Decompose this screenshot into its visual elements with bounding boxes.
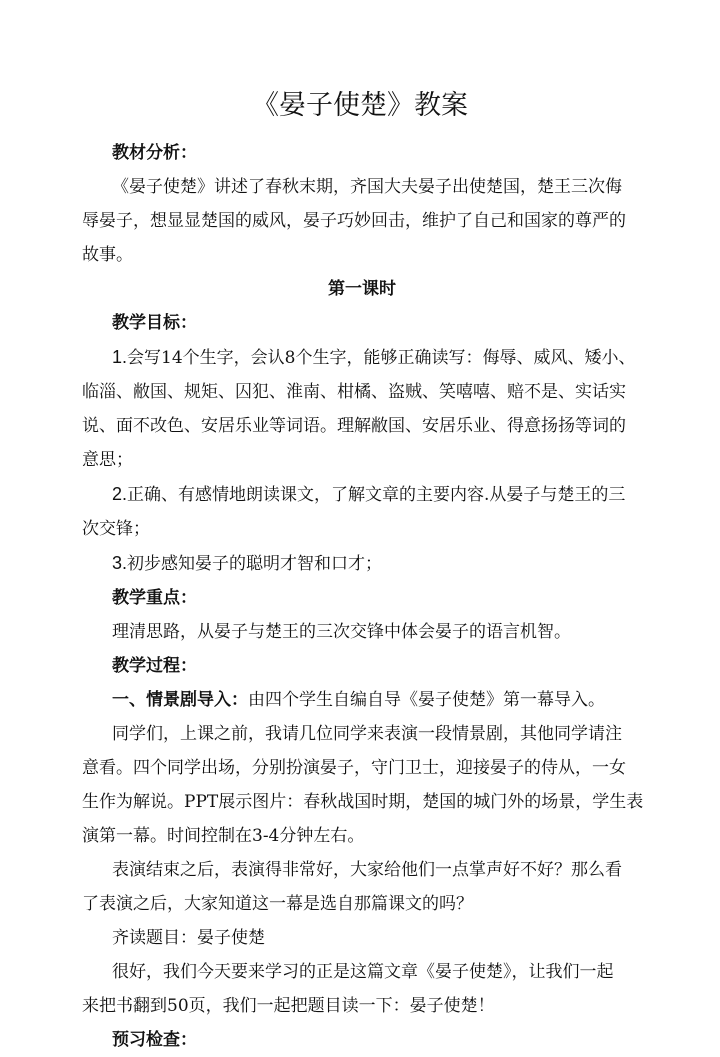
goal-3-text: 初步感知晏子的聪明才智和口才； bbox=[127, 554, 383, 574]
goal-1-text: 会写14个生字，会认8个生字，能够正确读写：侮辱、威风、矮小、 bbox=[127, 348, 636, 368]
para-1-line-2: 意看。四个同学出场，分别扮演晏子，守门卫士，迎接晏子的侍从，一女 bbox=[82, 758, 626, 778]
para-1-line-3: 生作为解说。PPT展示图片：春秋战国时期，楚国的城门外的场景，学生表 bbox=[82, 792, 644, 812]
intro-text: 由四个学生自编自导《晏子使楚》第一幕导入。 bbox=[248, 690, 605, 710]
analysis-line-3: 故事。 bbox=[82, 245, 133, 265]
goal-1-line-3: 说、面不改色、安居乐业等词语。理解敝国、安居乐业、得意扬扬等词的 bbox=[82, 416, 626, 436]
goal-1-line-1 bbox=[82, 340, 642, 375]
analysis-line-2: 辱晏子，想显显楚国的威风，晏子巧妙回击，维护了自己和国家的尊严的 bbox=[82, 211, 626, 231]
goals-heading: 教学目标： bbox=[112, 313, 197, 333]
goal-3-number: 3. bbox=[112, 553, 128, 573]
goal-1-line-4: 意思； bbox=[82, 450, 133, 470]
process-heading: 教学过程： bbox=[112, 656, 197, 676]
goal-2-line-1 bbox=[82, 477, 642, 512]
goal-3-line bbox=[82, 546, 642, 581]
key-text: 理清思路，从晏子与楚王的三次交锋中体会晏子的语言机智。 bbox=[112, 622, 571, 642]
analysis-line-1: 《晏子使楚》讲述了春秋末期，齐国大夫晏子出使楚国，楚王三次侮 bbox=[112, 177, 622, 197]
key-heading: 教学重点： bbox=[112, 588, 197, 608]
intro-line bbox=[82, 683, 642, 717]
para-2-line-2: 了表演之后，大家知道这一幕是选自那篇课文的吗？ bbox=[82, 894, 473, 914]
lesson-title: 第一课时 bbox=[328, 279, 396, 299]
read-title-line: 齐读题目：晏子使楚 bbox=[112, 928, 265, 948]
page-title: 《晏子使楚》教案 bbox=[252, 90, 468, 121]
intro-label: 一、情景剧导入： bbox=[112, 690, 248, 710]
analysis-heading: 教材分析： bbox=[112, 143, 197, 163]
goal-2-number: 2. bbox=[112, 484, 128, 504]
para-1-line-1: 同学们，上课之前，我请几位同学来表演一段情景剧，其他同学请注 bbox=[112, 724, 622, 744]
preview-heading: 预习检查： bbox=[112, 1030, 197, 1050]
para-3-line-1: 很好，我们今天要来学习的正是这篇文章《晏子使楚》，让我们一起 bbox=[112, 962, 614, 982]
para-1-line-4: 演第一幕。时间控制在3-4分钟左右。 bbox=[82, 826, 365, 846]
goal-1-line-2: 临淄、敝国、规矩、囚犯、淮南、柑橘、盗贼、笑嘻嘻、赔不是、实话实 bbox=[82, 382, 626, 402]
goal-2-line-2: 次交锋； bbox=[82, 519, 150, 539]
para-3-line-2: 来把书翻到50页，我们一起把题目读一下：晏子使楚！ bbox=[82, 996, 495, 1016]
document-body bbox=[82, 136, 642, 1057]
goal-2-text: 正确、有感情地朗读课文，了解文章的主要内容.从晏子与楚王的三 bbox=[127, 485, 626, 505]
para-2-line-1: 表演结束之后，表演得非常好，大家给他们一点掌声好不好？那么看 bbox=[112, 860, 622, 880]
goal-1-number: 1. bbox=[112, 347, 128, 367]
